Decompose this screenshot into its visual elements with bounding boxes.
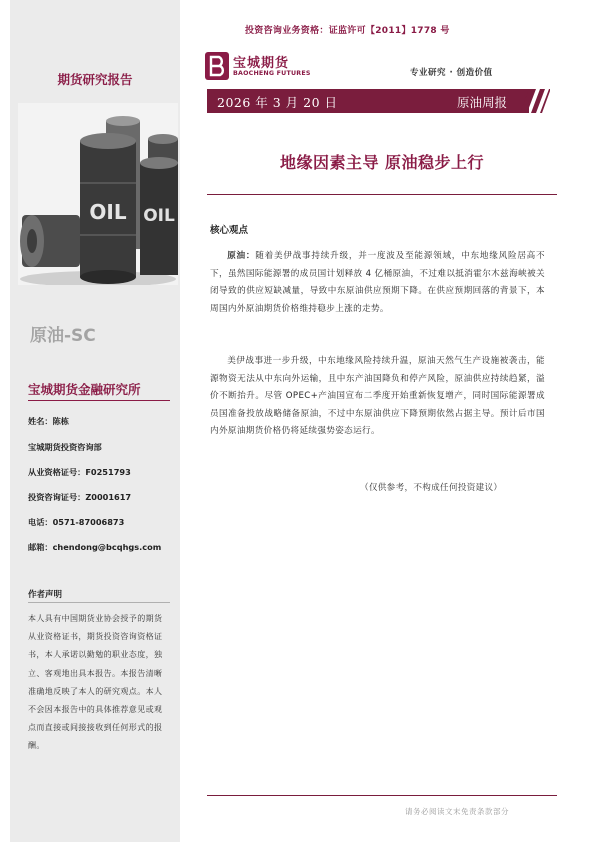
report-headline: 地缘因素主导 原油稳步上行: [279, 153, 485, 172]
footer-note: 请务必阅读文末免责条款部分: [405, 807, 509, 816]
date-banner: [207, 89, 529, 113]
sidebar-divider: [28, 400, 170, 401]
institute-name: 宝城期货金融研究所: [28, 382, 141, 397]
declaration-divider: [28, 602, 170, 603]
phone: 电话：0571-87006873: [28, 517, 125, 527]
report-date: 2026 年 3 月 20 日: [217, 95, 338, 110]
product-name: 原油-SC: [30, 326, 96, 346]
department: 宝城期货投资咨询部: [28, 442, 102, 452]
license-text: 投资咨询业务资格：证监许可【2011】1778 号: [245, 26, 450, 36]
barrel-oil-text: OIL: [89, 200, 127, 224]
report-category: 期货研究报告: [57, 72, 133, 87]
core-views-title: 核心观点: [210, 225, 249, 236]
slogan: 专业研究 · 创造价值: [410, 68, 493, 78]
banner-stripes-icon: [520, 89, 550, 113]
headline-divider: [207, 194, 557, 195]
report-type: 原油周报: [456, 95, 507, 110]
declaration-title: 作者声明: [28, 590, 63, 600]
logo-english: BAOCHENG FUTURES: [233, 70, 311, 77]
sidebar: [10, 0, 180, 842]
email: 邮箱：chendong@bcqhgs.com: [28, 542, 162, 552]
practice-license: 从业资格证号：F0251793: [28, 467, 131, 477]
paragraph-1: [210, 248, 545, 318]
declaration-text: 本人具有中国期货业协会授予的期货从业资格证书，期货投资咨询资格证书，本人承诺以勤勉的职业态度，独立、客观地出具本报告。本报告清晰准确地反映了本人的研究观点。本人不会因本报告中的具体推荐意见或观点而直接或间接接收到任何形式的报酬。: [28, 614, 163, 751]
disclaimer: （仅供参考，不构成任何投资建议）: [360, 483, 503, 493]
barrel-oil-text-2: OIL: [143, 206, 175, 226]
paragraph-1-text: 随着美伊战事持续升级，并一度波及至能源领域，中东地缘风险居高不下，虽然国际能源署的成员国计划释放 4 亿桶原油，不过难以抵消霍尔木兹海峡被关闭导致的供应短缺减量，导致中东原油供应预期下降。在供应预期回落的背景下，本周国内外原油期货价格维持稳步上涨的走势。: [210, 251, 545, 314]
oil-barrels-image: [18, 103, 178, 285]
analyst-name: 姓名：陈栋: [28, 416, 69, 426]
paragraph-1-lead: 原油：: [227, 251, 256, 261]
consulting-license: 投资咨询证号：Z0001617: [28, 492, 132, 502]
footer-divider: [207, 795, 557, 796]
company-logo: [205, 52, 310, 82]
logo-chinese: 宝城期货: [233, 56, 290, 71]
logo-mark-icon: [205, 52, 231, 80]
paragraph-2: 美伊战事进一步升级，中东地缘风险持续升温，原油天然气生产设施被袭击，能源物资无法从中东向外运输，且中东产油国降负和停产风险，原油供应持续趋紧，溢价不断抬升。尽管 OPEC+产油国宣布二季度开始重新恢复增产，同时国际能源署成员国准备投放战略储备原油，不过中东原油供应下降预期依然占据主导。预计后市国内外原油期货价格仍将延续强势姿态运行。: [210, 356, 545, 437]
